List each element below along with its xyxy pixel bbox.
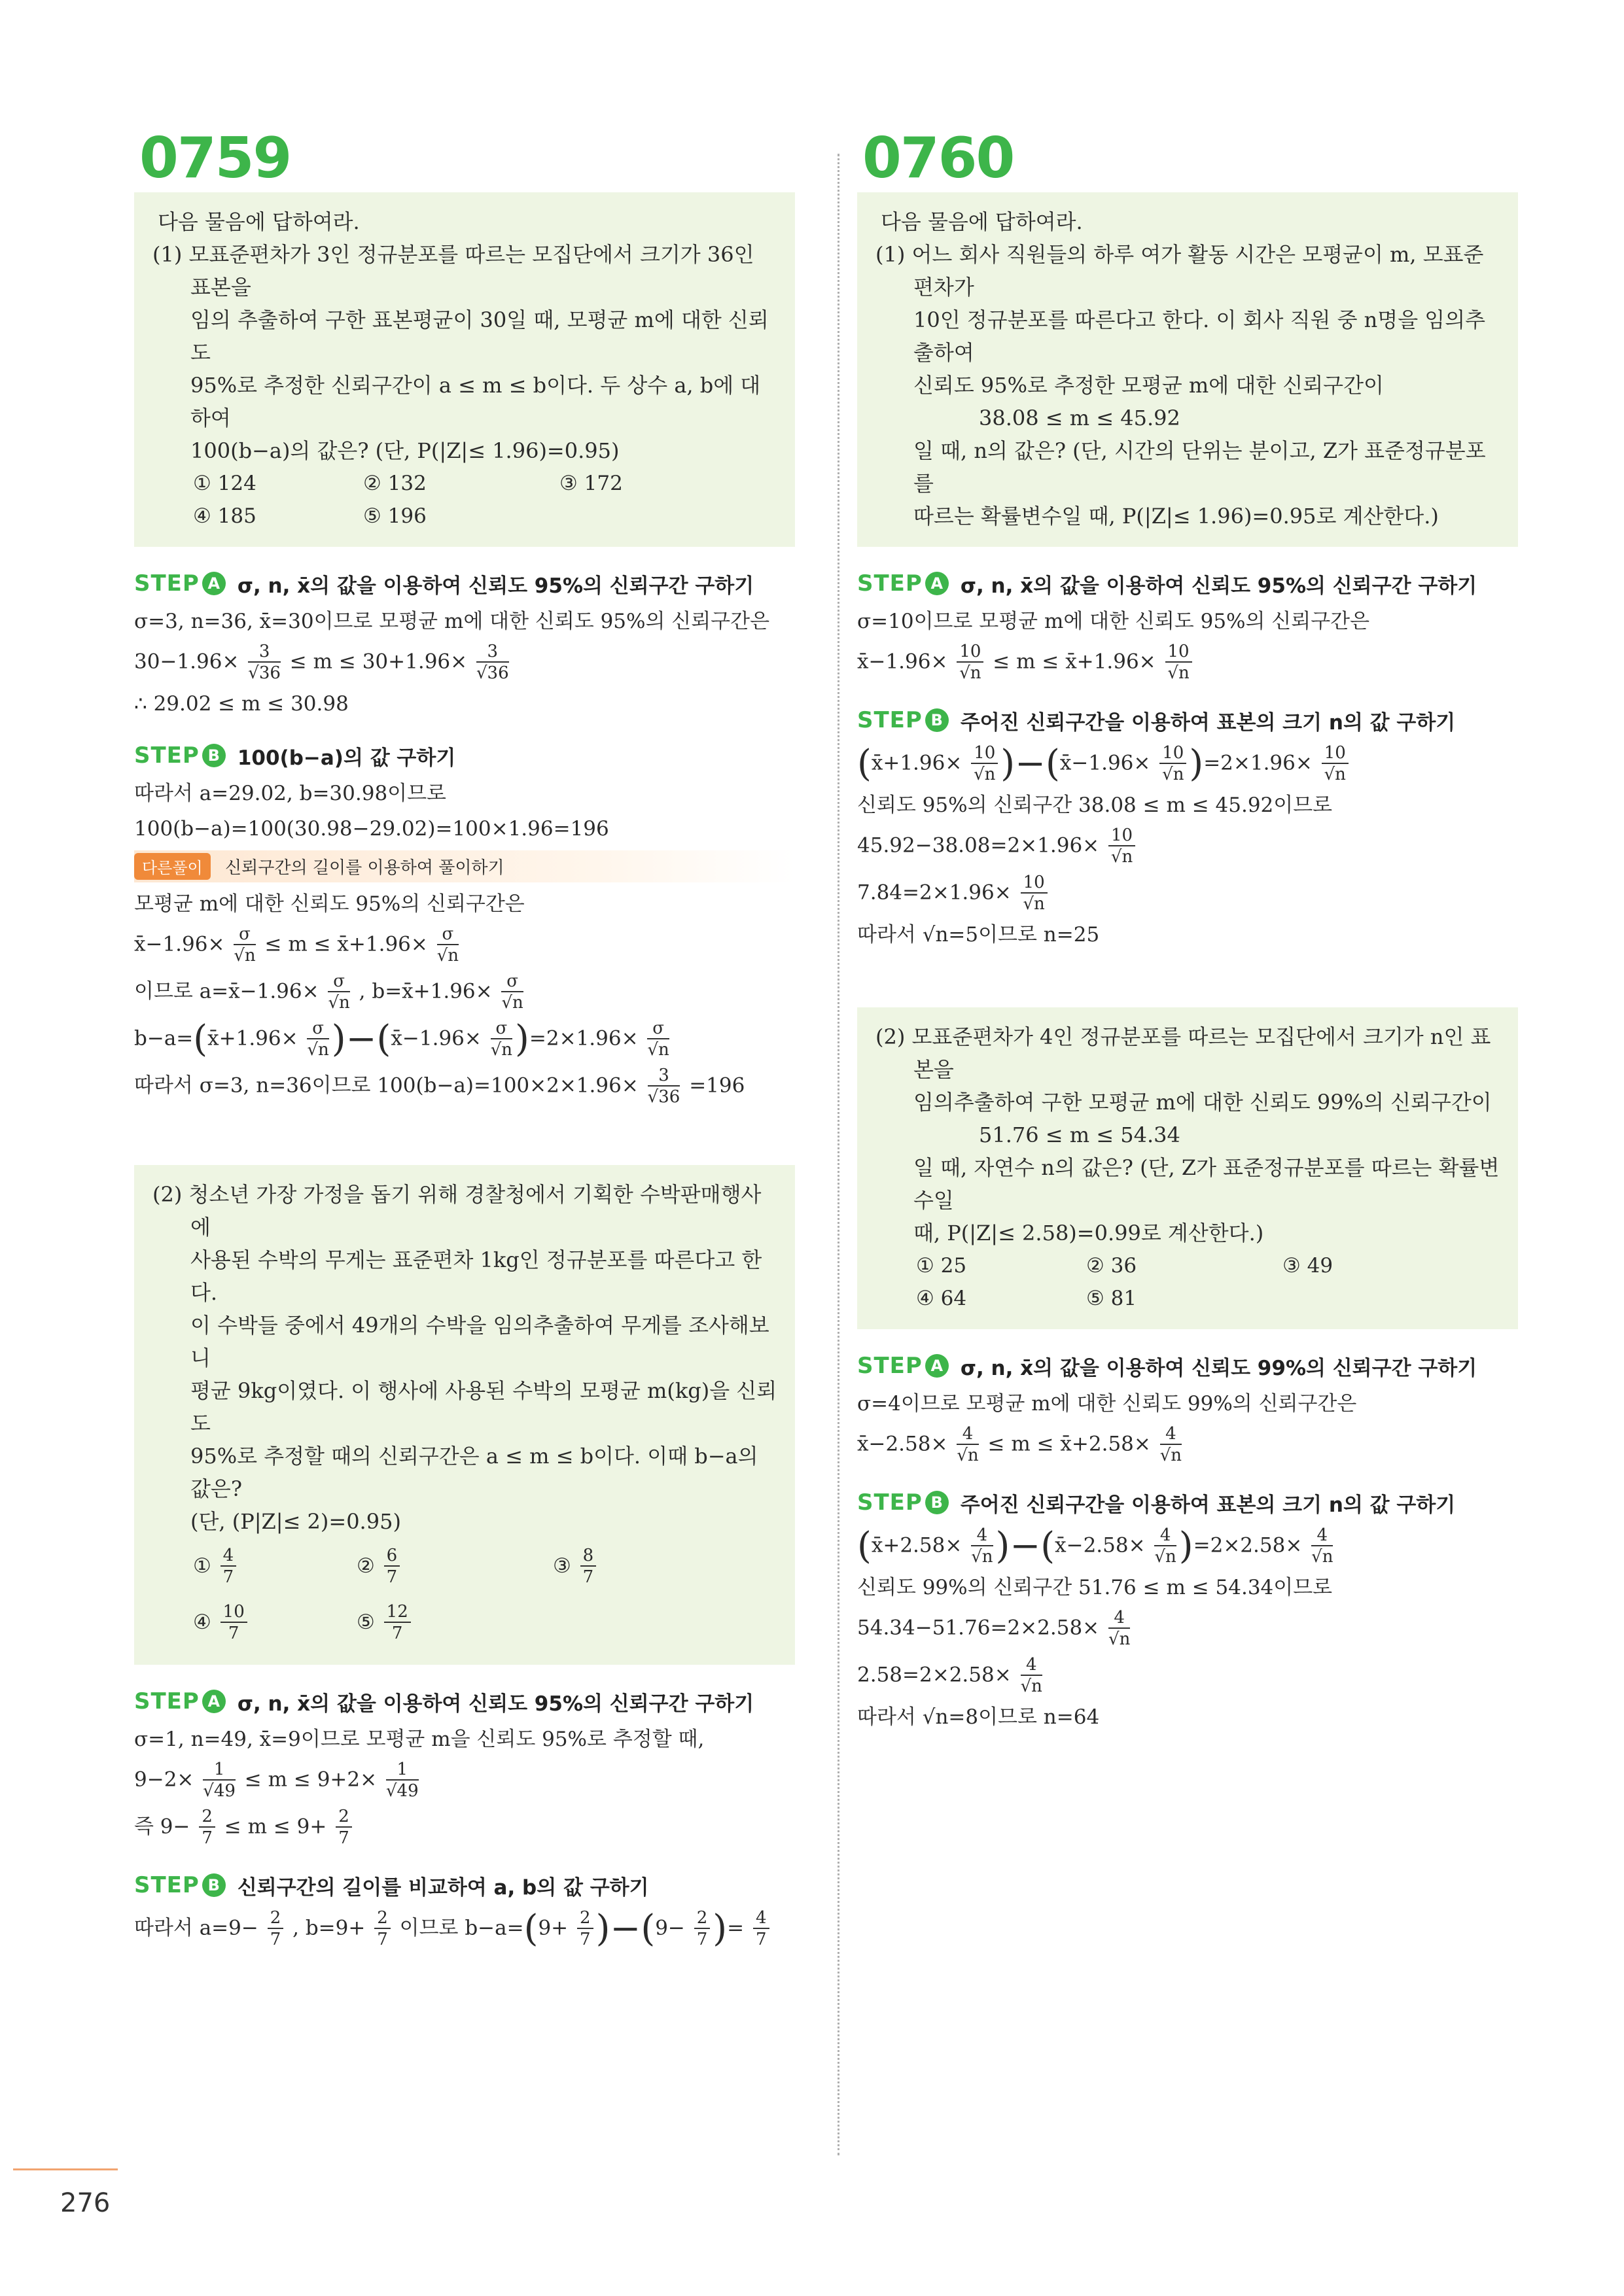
eq-text: 2.58=2×2.58× xyxy=(857,1663,1012,1687)
solution-equation xyxy=(134,1018,795,1060)
paren: ) xyxy=(515,1017,529,1060)
part-label: (1) xyxy=(152,241,183,267)
fraction xyxy=(1021,1655,1042,1697)
paren: ) xyxy=(713,1907,728,1950)
eq-text: x̄−1.96× xyxy=(1059,751,1151,775)
fraction xyxy=(971,743,998,785)
numerator: 12 xyxy=(384,1602,411,1623)
denominator: √n xyxy=(501,992,523,1013)
eq-text: x̄−1.96× xyxy=(857,650,948,674)
step-a-heading xyxy=(857,569,1518,599)
choice-mark: ⑤ xyxy=(357,1610,375,1634)
fraction xyxy=(1159,743,1186,785)
fraction xyxy=(753,1908,769,1950)
step-title: σ, n, x̄의 값을 이용하여 신뢰도 95%의 신뢰구간 구하기 xyxy=(960,574,1477,598)
choice[interactable]: ④ 185 xyxy=(193,504,256,528)
step-title: 100(b−a)의 값 구하기 xyxy=(237,746,456,770)
numerator: 10 xyxy=(221,1602,247,1623)
fraction xyxy=(647,1018,669,1060)
paren: ) xyxy=(1178,1524,1193,1567)
eq-text: ≤ m ≤ 9+2× xyxy=(244,1767,378,1792)
fraction xyxy=(1108,826,1135,867)
denominator: √n xyxy=(1023,894,1045,914)
denominator: √36 xyxy=(248,663,281,683)
choice[interactable]: ⑤ 196 xyxy=(363,504,427,528)
step-title: 신뢰구간의 길이를 비교하여 a, b의 값 구하기 xyxy=(237,1875,649,1900)
step-badge: B xyxy=(202,1873,226,1897)
solution-equation xyxy=(134,1760,795,1801)
denominator: 7 xyxy=(582,1567,594,1588)
numerator: 1 xyxy=(386,1760,419,1781)
solution-line: ∴ 29.02 ≤ m ≤ 30.98 xyxy=(134,691,349,716)
numerator: 10 xyxy=(1108,826,1135,846)
step-title: 주어진 신뢰구간을 이용하여 표본의 크기 n의 값 구하기 xyxy=(960,710,1456,735)
question-line: 어느 회사 직원들의 하루 여가 활동 시간은 모평균이 m, 모표준편차가 xyxy=(911,241,1484,300)
right-column xyxy=(857,128,1518,1737)
paren: )−( xyxy=(1000,742,1060,785)
denominator: √36 xyxy=(476,663,509,683)
eq-text: x̄+1.96× xyxy=(871,751,962,775)
denominator: √n xyxy=(1311,1546,1333,1567)
choice[interactable] xyxy=(357,1538,553,1594)
eq-text: x̄+2.58× xyxy=(871,1533,962,1557)
solution-line: 모평균 m에 대한 신뢰도 95%의 신뢰구간은 xyxy=(134,892,525,916)
fraction xyxy=(384,1546,400,1588)
numerator: 4 xyxy=(221,1546,237,1567)
step-b-heading xyxy=(134,741,795,771)
fraction xyxy=(957,642,983,684)
step-badge: A xyxy=(925,1354,949,1378)
solution-equation xyxy=(857,642,1518,684)
question-box xyxy=(134,1165,795,1665)
denominator: √n xyxy=(959,663,981,683)
problem-number: 0759 xyxy=(139,126,291,191)
part-label: (2) xyxy=(875,1024,906,1049)
solution-line: 신뢰도 95%의 신뢰구간 38.08 ≤ m ≤ 45.92이므로 xyxy=(857,793,1333,817)
eq-text: ≤ m ≤ x̄+1.96× xyxy=(264,932,428,956)
choice[interactable] xyxy=(553,1538,749,1594)
fraction xyxy=(957,1424,978,1466)
numerator: 4 xyxy=(1160,1424,1182,1445)
fraction xyxy=(234,924,255,966)
question-box xyxy=(857,192,1518,547)
denominator: √n xyxy=(1154,1546,1176,1567)
left-column xyxy=(134,128,795,1955)
eq-text: , b=x̄+1.96× xyxy=(359,979,493,1003)
alternate-solution-tag: 다른풀이 xyxy=(134,853,211,880)
step-label: STEP xyxy=(134,570,200,597)
choice[interactable]: ① 124 xyxy=(193,471,256,495)
fraction xyxy=(374,1908,391,1950)
question-box xyxy=(857,1007,1518,1329)
numerator: 10 xyxy=(1322,743,1349,764)
fraction xyxy=(1154,1525,1176,1567)
eq-text: 따라서 σ=3, n=36이므로 100(b−a)=100×2×1.96× xyxy=(134,1073,639,1098)
part-label: (2) xyxy=(152,1181,183,1207)
step-badge: B xyxy=(925,708,949,732)
alternate-solution-title: 신뢰구간의 길이를 이용하여 풀이하기 xyxy=(225,858,504,878)
fraction xyxy=(648,1066,680,1107)
fraction xyxy=(386,1760,419,1801)
choice[interactable]: ③ 49 xyxy=(1282,1253,1333,1278)
eq-text: x̄−1.96× xyxy=(134,932,225,956)
denominator: √n xyxy=(328,992,350,1013)
denominator: 7 xyxy=(222,1567,234,1588)
part-label: (1) xyxy=(875,241,906,267)
numerator: 4 xyxy=(753,1908,769,1929)
denominator: 7 xyxy=(202,1828,213,1848)
eq-text: 9−2× xyxy=(134,1767,194,1792)
numerator: 1 xyxy=(203,1760,236,1781)
eq-text: =2×1.96× xyxy=(529,1026,639,1051)
denominator: √n xyxy=(307,1039,329,1060)
solution-equation: 따라서 a=9− $\frac{2}{7}$ , b=9+ $\frac{2}{7}$ 이므로 b−a=(9+ $\frac{2}{7}$ )−(9− $\frac{2}{7}$ )= $\frac{4}{7}$ xyxy=(134,1908,795,1950)
numerator: 6 xyxy=(384,1546,400,1567)
solution-line: σ=10이므로 모평균 m에 대한 신뢰도 95%의 신뢰구간은 xyxy=(857,609,1370,633)
paren: )−( xyxy=(595,1907,656,1950)
fraction xyxy=(328,971,349,1013)
eq-text: ≤ m ≤ 30+1.96× xyxy=(289,650,468,674)
question-lead: 다음 물음에 답하여라. xyxy=(158,209,360,234)
fraction xyxy=(1160,1424,1182,1466)
denominator: √49 xyxy=(385,1781,419,1801)
fraction xyxy=(1021,873,1048,914)
paren: )−( xyxy=(995,1524,1055,1567)
numerator: 3 xyxy=(248,642,281,663)
question-line: 51.76 ≤ m ≤ 54.34 xyxy=(979,1122,1180,1147)
numerator: 4 xyxy=(957,1424,978,1445)
step-title: σ, n, x̄의 값을 이용하여 신뢰도 95%의 신뢰구간 구하기 xyxy=(237,574,754,598)
eq-text: ≤ m ≤ x̄+2.58× xyxy=(987,1432,1151,1456)
question-part-1 xyxy=(874,238,1501,532)
choice-mark: ① xyxy=(193,1554,211,1578)
question-line: 따르는 확률변수일 때, P(|Z|≤ 1.96)=0.95로 계산한다.) xyxy=(913,503,1439,529)
denominator: 7 xyxy=(338,1828,349,1848)
choice-mark: ③ xyxy=(553,1554,571,1578)
numerator: 4 xyxy=(1311,1525,1333,1546)
eq-text: x̄−2.58× xyxy=(1055,1533,1146,1557)
choice[interactable]: ④ 64 xyxy=(916,1286,967,1310)
answer-choices xyxy=(151,1538,778,1650)
choice[interactable] xyxy=(193,1594,357,1650)
solution-line: 따라서 √n=5이므로 n=25 xyxy=(857,922,1100,947)
fraction xyxy=(248,642,281,684)
eq-text: 7.84=2×1.96× xyxy=(857,880,1012,905)
question-part-1 xyxy=(151,238,778,467)
question-line: 임의 추출하여 구한 표본평균이 30일 때, 모평균 m에 대한 신뢰도 xyxy=(190,307,769,365)
numerator: 2 xyxy=(336,1807,352,1828)
eq-text: 따라서 a=9− xyxy=(134,1916,258,1940)
page-number: 276 xyxy=(60,2188,111,2218)
eq-text: x̄−2.58× xyxy=(857,1432,948,1456)
denominator: 7 xyxy=(377,1929,388,1949)
question-line: (단, (P|Z|≤ 2)=0.95) xyxy=(190,1508,401,1534)
paren: ) xyxy=(1189,742,1204,785)
step-a-heading xyxy=(134,1687,795,1716)
question-line: 신뢰도 95%로 추정한 모평균 m에 대한 신뢰구간이 xyxy=(913,372,1384,398)
step-b-heading xyxy=(857,706,1518,735)
step-a-heading xyxy=(134,569,795,599)
step-b-heading xyxy=(134,1871,795,1900)
step-title: σ, n, x̄의 값을 이용하여 신뢰도 99%의 신뢰구간 구하기 xyxy=(960,1356,1477,1380)
fraction xyxy=(1311,1525,1333,1567)
solution-equation xyxy=(857,1608,1518,1650)
eq-text: 즉 9− xyxy=(134,1815,190,1839)
choice[interactable]: ③ 172 xyxy=(559,471,623,495)
answer-choices xyxy=(874,1249,1501,1315)
numerator: σ xyxy=(501,971,523,992)
step-badge: A xyxy=(925,572,949,595)
fraction xyxy=(221,1602,247,1644)
question-lead: 다음 물음에 답하여라. xyxy=(881,209,1083,234)
choice[interactable]: ② 36 xyxy=(1086,1253,1137,1278)
solution-equation xyxy=(134,642,795,684)
solution-line: σ=3, n=36, x̄=30이므로 모평균 m에 대한 신뢰도 95%의 신뢰구간은 xyxy=(134,609,770,633)
denominator: 7 xyxy=(696,1929,708,1949)
fraction xyxy=(1108,1608,1130,1650)
step-badge: A xyxy=(202,1690,226,1713)
solution-equation xyxy=(857,743,1518,785)
step-badge: A xyxy=(202,572,226,595)
denominator: 7 xyxy=(756,1929,767,1949)
denominator: √n xyxy=(436,945,459,965)
numerator: σ xyxy=(491,1018,512,1039)
numerator: 4 xyxy=(1108,1608,1130,1629)
solution-equation xyxy=(857,873,1518,914)
choice-mark: ④ xyxy=(193,1610,211,1634)
solution-equation xyxy=(134,1807,795,1849)
question-line: 95%로 추정한 신뢰구간이 a ≤ m ≤ b이다. 두 상수 a, b에 대하여 xyxy=(190,372,761,430)
eq-text: =196 xyxy=(689,1073,745,1098)
paren: ( xyxy=(193,1017,208,1060)
solution-line: 100(b−a)=100(30.98−29.02)=100×1.96=196 xyxy=(134,816,609,841)
denominator: 7 xyxy=(386,1567,398,1588)
numerator: 2 xyxy=(374,1908,391,1929)
choice[interactable] xyxy=(357,1594,553,1650)
fraction xyxy=(476,642,509,684)
paren: ( xyxy=(857,1524,872,1567)
denominator: √n xyxy=(490,1039,513,1060)
question-line: 이 수박들 중에서 49개의 수박을 임의추출하여 무게를 조사해보니 xyxy=(190,1312,769,1370)
solution-equation xyxy=(134,1066,795,1107)
choice[interactable]: ② 132 xyxy=(363,471,427,495)
denominator: √n xyxy=(1110,846,1133,867)
fraction xyxy=(336,1807,352,1849)
question-line: 모표준편차가 3인 정규분포를 따르는 모집단에서 크기가 36인 표본을 xyxy=(188,241,754,300)
fraction xyxy=(694,1908,711,1950)
denominator: √n xyxy=(647,1039,669,1060)
question-part-2 xyxy=(151,1178,778,1538)
eq-text: x̄−1.96× xyxy=(391,1026,482,1051)
denominator: 7 xyxy=(270,1929,281,1949)
page-number-rule xyxy=(13,2168,118,2170)
eq-text: 이므로 a=x̄−1.96× xyxy=(134,979,319,1003)
answer-choices xyxy=(151,467,778,532)
solution-equation xyxy=(857,1525,1518,1567)
numerator: 2 xyxy=(268,1908,284,1929)
denominator: √n xyxy=(957,1445,979,1465)
eq-text: =2×2.58× xyxy=(1193,1533,1303,1557)
choice[interactable] xyxy=(193,1538,357,1594)
step-label: STEP xyxy=(134,1688,200,1715)
step-label: STEP xyxy=(857,570,923,597)
fraction xyxy=(437,924,459,966)
solution-line: 따라서 √n=8이므로 n=64 xyxy=(857,1705,1100,1729)
eq-text: ≤ m ≤ x̄+1.96× xyxy=(993,650,1156,674)
denominator: √n xyxy=(234,945,256,965)
step-label: STEP xyxy=(857,1489,923,1516)
solution-line: σ=4이므로 모평균 m에 대한 신뢰도 99%의 신뢰구간은 xyxy=(857,1391,1357,1416)
denominator: 7 xyxy=(228,1624,239,1644)
fraction xyxy=(971,1525,993,1567)
choice[interactable]: ⑤ 81 xyxy=(1086,1286,1137,1310)
paren: ( xyxy=(523,1907,538,1950)
step-label: STEP xyxy=(857,1353,923,1380)
numerator: 10 xyxy=(1159,743,1186,764)
question-line: 일 때, n의 값은? (단, 시간의 단위는 분이고, Z가 표준정규분포를 xyxy=(913,438,1486,496)
eq-text: ≤ m ≤ 9+ xyxy=(224,1815,327,1839)
step-label: STEP xyxy=(857,707,923,734)
denominator: √n xyxy=(1167,663,1190,683)
question-box xyxy=(134,192,795,547)
column-divider xyxy=(838,154,839,2155)
denominator: √n xyxy=(1324,764,1346,784)
step-badge: B xyxy=(925,1491,949,1514)
step-a-heading xyxy=(857,1351,1518,1381)
solution-equation xyxy=(134,971,795,1013)
solution-line: 따라서 a=29.02, b=30.98이므로 xyxy=(134,781,447,805)
choice[interactable]: ① 25 xyxy=(916,1253,967,1278)
question-line: 10인 정규분포를 따른다고 한다. 이 회사 직원 중 n명을 임의추출하여 xyxy=(913,307,1486,365)
fraction xyxy=(268,1908,284,1950)
denominator: √n xyxy=(1162,764,1184,784)
question-line: 임의추출하여 구한 모평균 m에 대한 신뢰도 99%의 신뢰구간이 xyxy=(913,1089,1492,1115)
choice-mark: ② xyxy=(357,1554,375,1578)
fraction xyxy=(577,1908,593,1950)
step-label: STEP xyxy=(134,742,200,769)
eq-text: 30−1.96× xyxy=(134,650,239,674)
solution-line: σ=1, n=49, x̄=9이므로 모평균 m을 신뢰도 95%로 추정할 때, xyxy=(134,1727,705,1751)
solution-equation xyxy=(857,1424,1518,1466)
fraction xyxy=(1322,743,1349,785)
solution-equation xyxy=(857,826,1518,867)
denominator: √49 xyxy=(203,1781,236,1801)
eq-text: =2×1.96× xyxy=(1203,751,1313,775)
denominator: √n xyxy=(1020,1676,1042,1696)
question-line: 평균 9kg이였다. 이 행사에 사용된 수박의 모평균 m(kg)을 신뢰도 xyxy=(190,1378,777,1436)
numerator: σ xyxy=(647,1018,669,1039)
solution-equation xyxy=(134,924,795,966)
numerator: 4 xyxy=(1154,1525,1176,1546)
numerator: 2 xyxy=(577,1908,593,1929)
eq-text: 9+ xyxy=(538,1916,569,1940)
fraction xyxy=(221,1546,237,1588)
fraction xyxy=(203,1760,236,1801)
fraction xyxy=(199,1807,215,1849)
spacer xyxy=(857,955,1518,1007)
numerator: 4 xyxy=(971,1525,993,1546)
question-line: 모표준편차가 4인 정규분포를 따르는 모집단에서 크기가 n인 표본을 xyxy=(911,1024,1491,1082)
question-line: 사용된 수박의 무게는 표준편차 1kg인 정규분포를 따른다고 한다. xyxy=(190,1247,762,1305)
step-title: 주어진 신뢰구간을 이용하여 표본의 크기 n의 값 구하기 xyxy=(960,1493,1456,1517)
step-badge: B xyxy=(202,744,226,767)
denominator: √n xyxy=(1108,1629,1131,1649)
eq-text: 9− xyxy=(655,1916,685,1940)
numerator: σ xyxy=(234,924,255,945)
numerator: σ xyxy=(437,924,459,945)
numerator: 10 xyxy=(1021,873,1048,894)
solution-equation xyxy=(857,1655,1518,1697)
numerator: 4 xyxy=(1021,1655,1042,1676)
numerator: 10 xyxy=(971,743,998,764)
numerator: 3 xyxy=(476,642,509,663)
fraction xyxy=(384,1602,411,1644)
eq-text: x̄+1.96× xyxy=(207,1026,298,1051)
denominator: √n xyxy=(971,1546,993,1567)
eq-text: , b=9+ xyxy=(292,1916,366,1940)
step-label: STEP xyxy=(134,1872,200,1899)
paren: ( xyxy=(857,742,872,785)
numerator: 10 xyxy=(957,642,983,663)
eq-text: 이므로 b−a= xyxy=(399,1916,524,1940)
spacer xyxy=(134,1113,795,1165)
alternate-solution-bar xyxy=(134,850,795,882)
fraction xyxy=(501,971,523,1013)
fraction xyxy=(580,1546,597,1588)
eq-text: 45.92−38.08=2×1.96× xyxy=(857,833,1100,858)
eq-text: b−a= xyxy=(134,1026,194,1051)
question-line: 일 때, 자연수 n의 값은? (단, Z가 표준정규분포를 따르는 확률변수일 xyxy=(913,1155,1500,1213)
fraction xyxy=(491,1018,512,1060)
numerator: 2 xyxy=(199,1807,215,1828)
question-part-2 xyxy=(874,1020,1501,1249)
denominator: 7 xyxy=(580,1929,591,1949)
question-line: 때, P(|Z|≤ 2.58)=0.99로 계산한다.) xyxy=(913,1220,1264,1245)
problem-number: 0760 xyxy=(862,126,1014,191)
numerator: 3 xyxy=(648,1066,680,1087)
numerator: 2 xyxy=(694,1908,711,1929)
solution-line: 신뢰도 99%의 신뢰구간 51.76 ≤ m ≤ 54.34이므로 xyxy=(857,1575,1333,1599)
numerator: σ xyxy=(307,1018,328,1039)
question-line: 청소년 가장 가정을 돕기 위해 경찰청에서 기획한 수박판매행사에 xyxy=(188,1181,762,1240)
step-title: σ, n, x̄의 값을 이용하여 신뢰도 95%의 신뢰구간 구하기 xyxy=(237,1692,754,1716)
paren: )−( xyxy=(331,1017,391,1060)
question-line: 38.08 ≤ m ≤ 45.92 xyxy=(979,405,1180,430)
question-line: 100(b−a)의 값은? (단, P(|Z|≤ 1.96)=0.95) xyxy=(190,438,620,463)
denominator: 7 xyxy=(391,1624,403,1644)
fraction xyxy=(1165,642,1192,684)
denominator: √n xyxy=(1159,1445,1182,1465)
numerator: σ xyxy=(328,971,349,992)
numerator: 8 xyxy=(580,1546,597,1567)
numerator: 10 xyxy=(1165,642,1192,663)
eq-text: 54.34−51.76=2×2.58× xyxy=(857,1616,1100,1640)
denominator: √n xyxy=(974,764,996,784)
step-b-heading xyxy=(857,1488,1518,1518)
fraction xyxy=(307,1018,328,1060)
denominator: √36 xyxy=(647,1087,680,1107)
question-line: 95%로 추정할 때의 신뢰구간은 a ≤ m ≤ b이다. 이때 b−a의 값은? xyxy=(190,1443,758,1501)
